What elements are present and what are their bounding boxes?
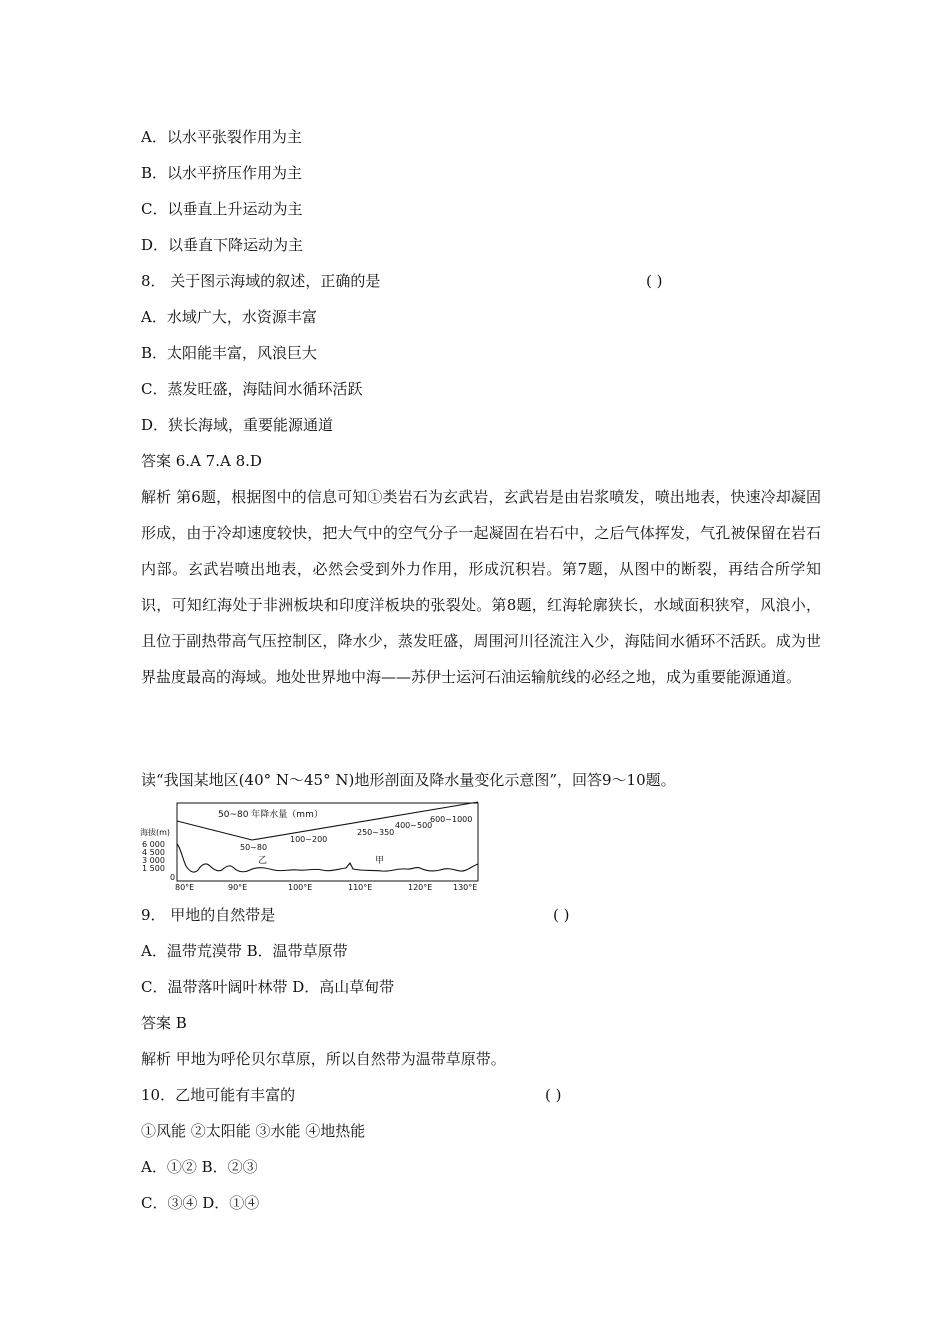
x-tick-120e: 120°E	[408, 883, 433, 892]
intro-9-10: 读“我国某地区(40° N～45° N)地形剖面及降水量变化示意图”，回答9～10题。	[141, 771, 676, 789]
q10-items: ①风能 ②太阳能 ③水能 ④地热能	[141, 1122, 366, 1140]
terrain-profile-svg	[140, 800, 485, 892]
precip-label-600-1000: 600~1000	[430, 815, 473, 824]
y-axis-label: 海拔(m)	[140, 828, 171, 837]
x-tick-130e: 130°E	[453, 883, 478, 892]
precip-label-100-200: 100~200	[290, 835, 328, 844]
q8-option-d: D．狭长海域，重要能源通道	[141, 416, 334, 434]
x-tick-110e: 110°E	[348, 883, 373, 892]
q7-option-b: B．以水平挤压作用为主	[141, 164, 303, 182]
q9-answer-bracket: ( )	[553, 906, 570, 924]
answer-9: 答案 B	[141, 1014, 187, 1032]
q9-options-row2: C．温带落叶阔叶林带 D．高山草甸带	[141, 978, 395, 996]
analysis-9: 解析 甲地为呼伦贝尔草原，所以自然带为温带草原带。	[141, 1050, 506, 1068]
x-tick-100e: 100°E	[288, 883, 313, 892]
q7-option-d: D．以垂直下降运动为主	[141, 236, 304, 254]
y-tick-0: 0	[170, 873, 176, 882]
q10-options-row1: A．①② B．②③	[141, 1158, 258, 1176]
precip-label-250-350: 250~350	[357, 828, 395, 837]
q7-option-c: C．以垂直上升运动为主	[141, 200, 303, 218]
analysis-6-8: 解析 第6题，根据图中的信息可知①类岩石为玄武岩，玄武岩是由岩浆喷发，喷出地表，快速冷却凝固形成，由于冷却速度较快，把大气中的空气分子一起凝固在岩石中，之后气体挥发，气孔被保留在岩石内部。玄武岩喷出地表，必然会受到外力作用，形成沉积岩。第7题，从图中的断裂，再结合所学知识，可知红海处于非洲板块和印度洋板块的张裂处。第8题，红海轮廓狭长，水域面积狭窄，风浪小，且位于副热带高气压控制区，降水少，蒸发旺盛，周围河川径流注入少，海陆间水循环不活跃。成为世界盐度最高的海域。地处世界地中海——苏伊士运河石油运输航线的必经之地，成为重要能源通道。	[141, 488, 821, 686]
q8-option-b: B．太阳能丰富，风浪巨大	[141, 344, 318, 362]
q9-stem: 9． 甲地的自然带是	[141, 906, 276, 924]
q8-stem: 8． 关于图示海域的叙述，正确的是	[141, 272, 381, 290]
q7-option-a: A．以水平张裂作用为主	[141, 128, 302, 146]
precip-label-400-500: 400~500	[395, 821, 433, 830]
y-tick-1500: 1 500	[142, 864, 165, 873]
x-tick-80e: 80°E	[175, 883, 195, 892]
place-jia: 甲	[375, 856, 385, 866]
q8-option-a: A．水域广大，水资源丰富	[141, 308, 317, 326]
q10-answer-bracket: ( )	[545, 1086, 562, 1104]
q10-options-row2: C．③④ D．①④	[141, 1194, 260, 1212]
terrain-profile-line	[177, 844, 478, 872]
place-yi: 乙	[258, 856, 268, 866]
precip-label-50-80: 50~80	[240, 843, 268, 852]
q9-options-row1: A．温带荒漠带 B．温带草原带	[141, 942, 348, 960]
q8-option-c: C．蒸发旺盛，海陆间水循环活跃	[141, 380, 363, 398]
y-tick-6000: 6 000	[142, 840, 165, 849]
terrain-profile-figure	[140, 800, 485, 892]
y-tick-3000: 3 000	[142, 856, 165, 865]
y-tick-4500: 4 500	[142, 848, 165, 857]
x-tick-90e: 90°E	[228, 883, 248, 892]
answer-6-8: 答案 6.A 7.A 8.D	[141, 452, 262, 470]
precip-title: 50~80 年降水量（mm）	[218, 810, 323, 820]
q10-stem: 10．乙地可能有丰富的	[141, 1086, 296, 1104]
q8-answer-bracket: ( )	[646, 272, 663, 290]
